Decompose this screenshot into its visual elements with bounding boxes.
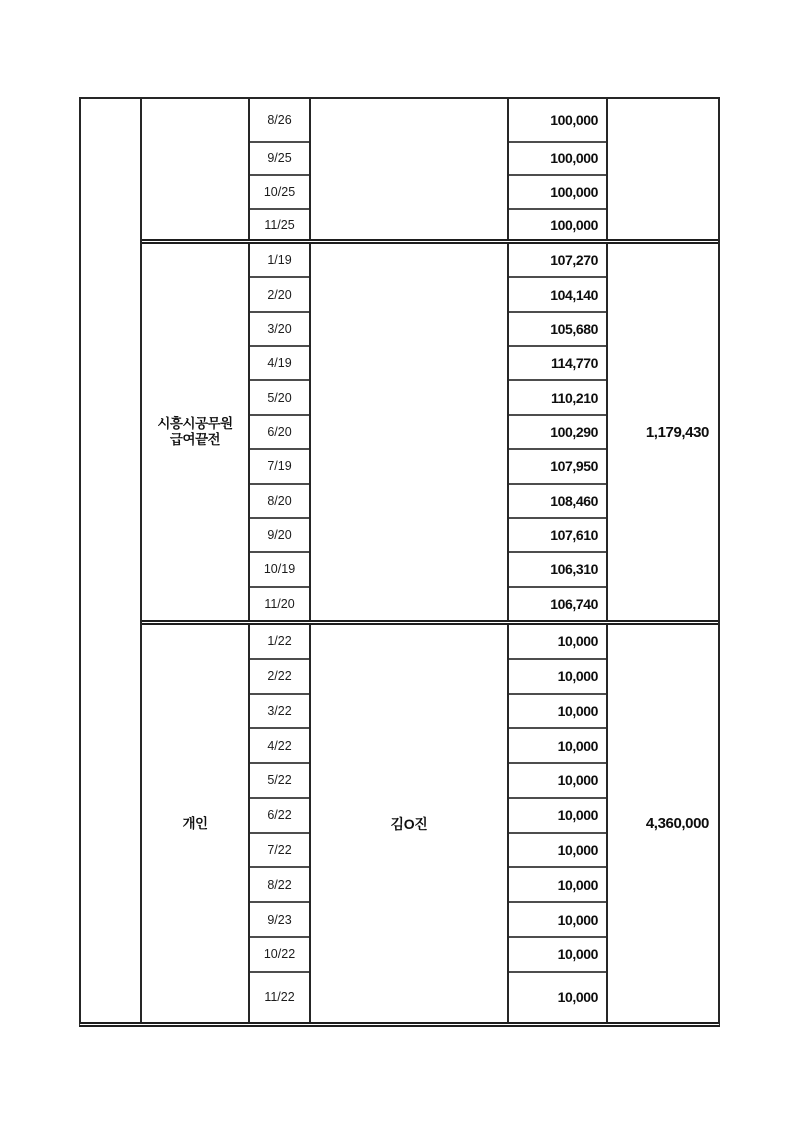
amount-column (507, 99, 608, 239)
date-cell: 8/20 (250, 485, 309, 519)
table-section (142, 244, 718, 625)
date-cell: 11/22 (264, 990, 295, 1005)
amount-cell: 10,000 (509, 625, 606, 660)
date-cell: 8/26 (250, 99, 309, 143)
donor-name: 김O진 (390, 815, 428, 832)
amount-cell: 107,950 (509, 450, 606, 484)
date-cell: 9/25 (250, 143, 309, 176)
amount-column (507, 244, 608, 620)
section-label-line: 시흥시공무원 (157, 416, 233, 432)
table-main-area (142, 99, 718, 1022)
amount-cell: 100,000 (550, 216, 598, 233)
date-cell: 4/22 (250, 729, 309, 764)
date-cell: 2/22 (250, 660, 309, 695)
table-section (142, 99, 718, 244)
amount-cell: 10,000 (509, 903, 606, 938)
amount-cell: 10,000 (509, 660, 606, 695)
amount-cell: 110,210 (509, 381, 606, 415)
donation-ledger-table (79, 97, 720, 1027)
amount-cell: 114,770 (509, 347, 606, 381)
amount-cell: 10,000 (509, 868, 606, 903)
date-cell: 10/22 (250, 938, 309, 973)
amount-cell: 10,000 (509, 729, 606, 764)
amount-cell: 10,000 (509, 834, 606, 869)
amount-cell: 107,270 (509, 244, 606, 278)
section-total: 1,179,430 (645, 423, 709, 441)
section-total: 4,360,000 (645, 815, 709, 832)
section-total (608, 99, 718, 239)
date-cell: 4/19 (250, 347, 309, 381)
date-cell: 8/22 (250, 868, 309, 903)
donor-name (311, 244, 507, 620)
amount-cell: 106,310 (509, 553, 606, 587)
section-label-line: 급여끝전 (169, 432, 221, 447)
date-cell: 2/20 (250, 278, 309, 312)
date-cell: 11/25 (264, 217, 295, 232)
donor-name (311, 99, 507, 239)
date-cell: 10/25 (250, 176, 309, 211)
date-column (248, 625, 311, 1022)
amount-cell: 107,610 (509, 519, 606, 553)
section-label (142, 244, 248, 620)
date-cell: 3/22 (250, 695, 309, 730)
table-section (142, 625, 718, 1022)
date-cell: 5/22 (250, 764, 309, 799)
amount-cell: 105,680 (509, 313, 606, 347)
date-cell: 10/19 (250, 553, 309, 587)
date-cell: 9/20 (250, 519, 309, 553)
section-label (142, 99, 248, 239)
amount-cell: 100,000 (509, 176, 606, 211)
amount-cell: 100,000 (509, 99, 606, 143)
amount-cell: 10,000 (557, 989, 598, 1006)
date-cell: 5/20 (250, 381, 309, 415)
section-label-line: 개인 (182, 815, 208, 831)
date-cell: 6/20 (250, 416, 309, 450)
section-label (142, 625, 248, 1022)
amount-cell: 10,000 (509, 799, 606, 834)
amount-cell: 10,000 (509, 695, 606, 730)
date-cell: 11/20 (264, 596, 295, 611)
date-cell: 1/22 (250, 625, 309, 660)
amount-cell: 10,000 (509, 938, 606, 973)
date-column (248, 244, 311, 620)
amount-cell: 106,740 (550, 595, 598, 612)
date-cell: 1/19 (250, 244, 309, 278)
date-cell: 7/19 (250, 450, 309, 484)
amount-column (507, 625, 608, 1022)
empty-first-column (81, 99, 142, 1022)
amount-cell: 100,290 (509, 416, 606, 450)
date-cell: 7/22 (250, 834, 309, 869)
amount-cell: 10,000 (509, 764, 606, 799)
amount-cell: 108,460 (509, 485, 606, 519)
amount-cell: 104,140 (509, 278, 606, 312)
date-cell: 9/23 (250, 903, 309, 938)
date-cell: 6/22 (250, 799, 309, 834)
date-cell: 3/20 (250, 313, 309, 347)
amount-cell: 100,000 (509, 143, 606, 176)
date-column (248, 99, 311, 239)
